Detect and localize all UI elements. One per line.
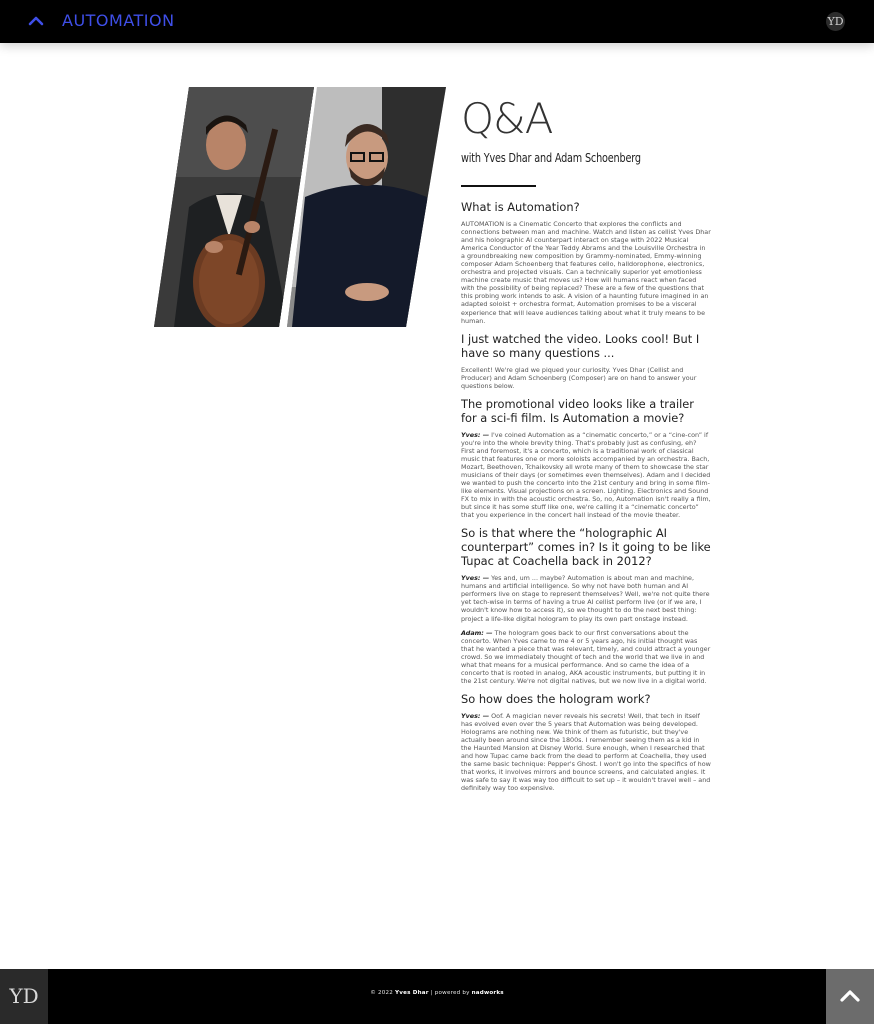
top-bar — [0, 0, 874, 43]
page-subtitle: with Yves Dhar and Adam Schoenberg — [461, 150, 641, 165]
yd-logo-icon[interactable]: YD — [826, 12, 845, 31]
answer-paragraph: Adam: — The hologram goes back to our first conversations about the concerto. When Yves came to me 4 or 5 years ago, his initial thought was that he wanted a piece that was relevant, timely, and could attract a younger crowd. So we immediately thought of tech and the world that we live in and what that means for a musical performance. And so came the idea of a concerto that is rooted in analog, AKA acoustic instruments, but putting it in the 21st century. We're not digital natives, but we now live in a digital world. — [461, 628, 711, 685]
footer-separator: | — [430, 990, 433, 996]
question-heading: So is that where the “holographic AI counterpart” comes in? Is it going to be like Tupac at Coachella back in 2012? — [461, 526, 711, 569]
question-heading: The promotional video looks like a trailer for a sci-fi film. Is Automation a movie? — [461, 396, 694, 425]
owner-link[interactable]: Yves Dhar — [395, 990, 429, 996]
site-nav-title[interactable]: AUTOMATION — [62, 11, 175, 30]
answer-paragraph: AUTOMATION is a Cinematic Concerto that explores the conflicts and connections between man and machine. Watch and listen as cellist Yves Dhar and his holographic AI counterpart interact on stage with 2022 Musical America Conductor of the Year Teddy Abrams and the Louisville Orchestra in a groundbreaking new composition by Grammy-nominated, Emmy-winning composer Adam Schoenberg that features cello, halldorophone, electronics, orchestra and projected visuals. Can a technically superior yet emotionless machine create music that moves us? How will humans react when faced with the possibility of being replaced? These are a few of the questions that this probing work intends to ask. A vision of a haunting future imagined in an adapted soloist + orchestra format, Automation promises to be a visceral experience that will leave audiences talking about what it truly means to be human. — [461, 220, 711, 325]
portrait-composer-image — [287, 87, 446, 327]
question-heading: I just watched the video. Looks cool! But I have so many questions ... — [461, 331, 700, 360]
question-heading: What is Automation? — [461, 200, 580, 214]
question-heading: So how does the hologram work? — [461, 691, 651, 706]
page-title: Q&A — [461, 94, 553, 143]
speaker-label: Yves: — — [461, 430, 490, 439]
agency-link[interactable]: nadworks — [471, 990, 504, 996]
portrait-cellist-image — [154, 87, 314, 327]
chevron-up-icon — [839, 985, 861, 1007]
chevron-up-icon[interactable] — [26, 11, 46, 31]
speaker-label: Adam: — — [461, 628, 493, 637]
scroll-to-top-button[interactable] — [826, 969, 874, 1024]
footer-credits — [0, 990, 874, 996]
powered-by-text: powered by — [434, 990, 470, 996]
qa-article — [461, 96, 711, 792]
answer-paragraph: Yves: — Oof. A magician never reveals his secrets! Well, that tech in itself has evolved even over the 5 years that Automation was being developed. Holograms are nothing new. We think of them as futuristic, but they've actually been around since the 1800s. I remember seeing them as a kid in the Haunted Mansion at Disney World. Sure enough, when I researched that and how Tupac came back from the dead to perform at Coachella, they used the same basic technique: Pepper's Ghost. I won't go into the specifics of how that works, it involves mirrors and bounce screens, and calculated angles. It was safe to say it was way too difficult to set up – it wouldn't travel well – and definitely way too expensive. — [461, 711, 711, 793]
speaker-label: Yves: — — [461, 574, 490, 583]
footer — [0, 969, 874, 1024]
speaker-label: Yves: — — [461, 711, 490, 720]
copyright-text: © 2022 — [370, 990, 394, 996]
answer-paragraph: Yves: — Yes and, um ... maybe? Automation is about man and machine, humans and artificial intelligence. So why not have both human and AI performers live on stage to represent themselves? Well, we're not quite there yet tech-wise in terms of having a true AI cellist perform live (or if we are, I wouldn't know how to access it), so we thought to do the next best thing: project a life-like digital hologram to play its own part onstage instead. — [461, 574, 710, 623]
title-divider — [461, 185, 536, 187]
answer-paragraph: Excellent! We're glad we piqued your curiosity. Yves Dhar (Cellist and Producer) and Adam Schoenberg (Composer) are on hand to answer your questions below. — [461, 365, 697, 390]
yd-logo-icon[interactable]: YD — [0, 969, 48, 1024]
answer-paragraph: Yves: — I've coined Automation as a “cinematic concerto,” or a “cine-con” if you're into the whole brevity thing. That's probably just as confusing, eh? First and foremost, it's a concerto, which is a traditional work of classical music that features one or more soloists accompanied by an orchestra. Bach, Mozart, Beethoven, Tchaikovsky all wrote many of them to showcase the star musicians of their days (or sometimes even themselves). Adam and I decided we wanted to push the concerto into the 21st century and bring in some film-like elements. Visual projections on a screen. Lighting. Electronics and Sound FX to mix in with the acoustic orchestra. So, no, Automation isn't really a film, but since it has some stuff like one, we're calling it a “cinematic concerto” that you experience in the concert hall instead of the movie theater. — [461, 430, 711, 520]
